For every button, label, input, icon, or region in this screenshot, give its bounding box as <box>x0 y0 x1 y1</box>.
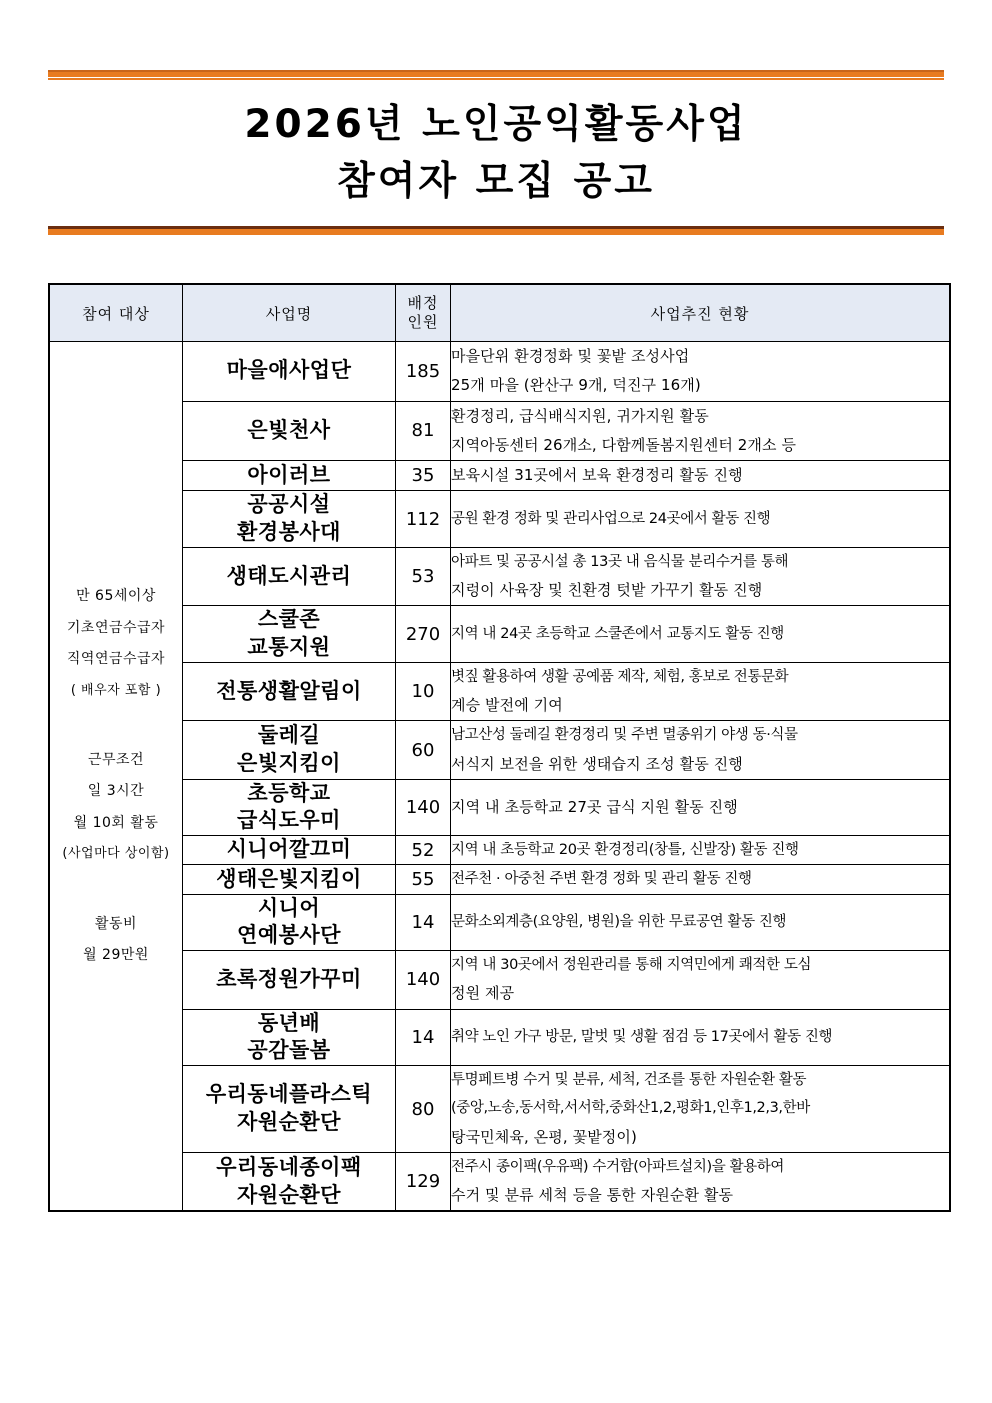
program-name-line: 우리동네플라스틱 <box>205 1082 373 1107</box>
status-description-line: 환경정리, 급식배식지원, 귀가지원 활동 <box>451 406 709 425</box>
status-description-cell <box>451 894 951 950</box>
program-name-line: 교통지원 <box>247 635 331 660</box>
quota-cell: 10 <box>396 662 451 721</box>
table-row <box>49 1009 950 1065</box>
status-description-line: 아파트 및 공공시설 총 13곳 내 음식물 분리수거를 통해 <box>451 553 789 570</box>
status-description-line: 투명페트병 수거 및 분류, 세척, 건조를 통한 자원순환 활동 <box>451 1072 807 1089</box>
target-line: ( 배우자 포함 ) <box>70 682 162 698</box>
program-name-line: 자원순환단 <box>237 1182 341 1207</box>
table-row <box>49 779 950 835</box>
column-header-quota-line2: 인원 <box>407 313 439 332</box>
status-description-cell <box>451 401 951 461</box>
program-name-line: 환경봉사대 <box>237 520 341 545</box>
program-name-line: 전통생활알림이 <box>216 678 362 703</box>
program-name-cell <box>183 1066 396 1153</box>
program-name-line: 시니어깔끄미 <box>226 837 352 862</box>
status-description-line: 전주시 종이팩(우유팩) 수거함(아파트설치)을 활용하여 <box>451 1158 785 1175</box>
program-name-cell <box>183 1152 396 1211</box>
page-title-line-2: 참여자 모집 공고 <box>337 158 655 204</box>
status-description-line: 문화소외계층(요양원, 병원)을 위한 무료공연 활동 진행 <box>451 914 787 931</box>
status-description-cell <box>451 606 951 662</box>
table-row <box>49 401 950 461</box>
program-name-cell <box>183 606 396 662</box>
table-row <box>49 491 950 547</box>
status-description-line: 지역 내 24곳 초등학교 스쿨존에서 교통지도 활동 진행 <box>451 625 784 642</box>
quota-cell: 185 <box>396 342 451 402</box>
program-name-cell <box>183 836 396 865</box>
status-description-cell <box>451 547 951 606</box>
status-description-cell <box>451 865 951 894</box>
target-line: 월 29만원 <box>83 947 149 963</box>
status-description-line: (중앙,노송,동서학,서서학,중화산1,2,평화1,인후1,2,3,한바 <box>451 1100 810 1117</box>
status-description-cell <box>451 721 951 780</box>
program-name-line: 자원순환단 <box>237 1110 341 1135</box>
program-name-cell <box>183 342 396 402</box>
status-description-line: 지역 내 초등학교 27곳 급식 지원 활동 진행 <box>451 797 738 816</box>
program-name-cell <box>183 779 396 835</box>
status-description-line: 계승 발전에 기여 <box>451 696 563 714</box>
table-row <box>49 1066 950 1153</box>
target-line: 월 10회 활동 <box>73 814 159 831</box>
column-header-quota <box>396 284 451 342</box>
table-row <box>49 1152 950 1211</box>
program-name-line: 은빛지킴이 <box>237 751 341 775</box>
status-description-line: 탕국민체육, 온평, 꽃밭정이) <box>451 1127 637 1146</box>
program-name-cell <box>183 662 396 721</box>
program-name-cell <box>183 894 396 950</box>
status-description-cell <box>451 342 951 402</box>
table-row <box>49 951 950 1010</box>
notice-table-wrap <box>48 283 944 1212</box>
program-name-line: 생태은빛지킴이 <box>216 866 362 891</box>
status-description-line: 전주천 · 아중천 주변 환경 정화 및 관리 활동 진행 <box>451 871 752 888</box>
program-name-cell <box>183 951 396 1010</box>
table-row <box>49 894 950 950</box>
quota-cell: 53 <box>396 547 451 606</box>
table-row <box>49 721 950 780</box>
status-description-line: 마을단위 환경정화 및 꽃밭 조성사업 <box>451 347 690 366</box>
status-description-cell <box>451 836 951 865</box>
status-description-cell <box>451 1009 951 1065</box>
program-name-line: 은빛천사 <box>247 417 331 442</box>
table-row <box>49 865 950 894</box>
program-name-line: 둘레길 <box>257 723 321 748</box>
status-description-cell <box>451 491 951 547</box>
quota-cell: 55 <box>396 865 451 894</box>
column-header-target: 참여 대상 <box>49 284 183 342</box>
table-body <box>49 342 950 1212</box>
table-row <box>49 461 950 491</box>
program-name-line: 아이러브 <box>247 462 331 487</box>
status-description-line: 지렁이 사육장 및 친환경 텃밭 가꾸기 활동 진행 <box>451 581 763 600</box>
status-description-line: 지역 내 30곳에서 정원관리를 통해 지역민에게 쾌적한 도심 <box>451 957 812 974</box>
program-name-line: 스쿨존 <box>257 607 321 632</box>
program-name-line: 우리동네종이팩 <box>216 1154 362 1179</box>
table-row <box>49 836 950 865</box>
program-name-line: 공공시설 <box>247 492 331 517</box>
program-name-cell <box>183 721 396 780</box>
program-name-cell <box>183 865 396 894</box>
status-description-line: 서식지 보전을 위한 생태습지 조성 활동 진행 <box>451 754 743 773</box>
status-description-cell <box>451 662 951 721</box>
table-header <box>49 284 950 342</box>
status-description-line: 25개 마을 (완산구 9개, 덕진구 16개) <box>451 376 701 395</box>
status-description-line: 취약 노인 가구 방문, 말벗 및 생활 점검 등 17곳에서 활동 진행 <box>451 1029 833 1046</box>
table-header-row <box>49 284 950 342</box>
column-header-status: 사업추진 현황 <box>451 284 951 342</box>
status-description-line: 정원 제공 <box>451 984 515 1003</box>
quota-cell: 112 <box>396 491 451 547</box>
status-description-cell <box>451 1066 951 1153</box>
target-group-1 <box>50 581 182 705</box>
table-row <box>49 547 950 606</box>
program-name-line: 공감돌봄 <box>247 1038 331 1063</box>
program-name-line: 초록정원가꾸미 <box>216 967 362 992</box>
quota-cell: 140 <box>396 951 451 1010</box>
quota-cell: 14 <box>396 894 451 950</box>
quota-cell: 14 <box>396 1009 451 1065</box>
target-line: 직역연금수급자 <box>66 651 166 667</box>
target-group-2 <box>50 745 182 869</box>
title-block <box>48 0 944 235</box>
program-name-cell <box>183 1009 396 1065</box>
table-row <box>49 606 950 662</box>
quota-cell: 81 <box>396 401 451 461</box>
status-description-line: 공원 환경 정화 및 관리사업으로 24곳에서 활동 진행 <box>451 510 771 527</box>
status-description-line: 남고산성 둘레길 환경정리 및 주변 멸종위기 야생 동·식물 <box>451 727 798 744</box>
status-description-line: 보육시설 31곳에서 보육 환경정리 활동 진행 <box>451 466 743 485</box>
quota-cell: 129 <box>396 1152 451 1211</box>
program-name-cell <box>183 461 396 491</box>
quota-cell: 140 <box>396 779 451 835</box>
status-description-line: 볏짚 활용하여 생활 공예품 제작, 체험, 홍보로 전통문화 <box>451 668 789 685</box>
program-name-line: 초등학교 <box>247 780 331 805</box>
target-line: 근무조건 <box>87 751 145 768</box>
quota-cell: 80 <box>396 1066 451 1153</box>
program-name-line: 마을애사업단 <box>226 358 352 383</box>
program-name-cell <box>183 401 396 461</box>
target-line: 일 3시간 <box>87 783 145 800</box>
page-title-line-1: 2026년 노인공익활동사업 <box>244 102 748 147</box>
status-description-cell <box>451 951 951 1010</box>
status-description-line: 지역 내 초등학교 20곳 환경정리(창틀, 신발장) 활동 진행 <box>451 842 799 859</box>
quota-cell: 270 <box>396 606 451 662</box>
program-name-cell <box>183 547 396 606</box>
table-row <box>49 662 950 721</box>
status-description-cell <box>451 1152 951 1211</box>
target-group-3 <box>50 909 182 972</box>
column-header-program: 사업명 <box>183 284 396 342</box>
status-description-line: 지역아동센터 26개소, 다함께돌봄지원센터 2개소 등 <box>451 435 797 454</box>
column-header-quota-line1: 배정 <box>407 294 439 313</box>
title-top-rule <box>48 70 944 79</box>
program-name-cell <box>183 491 396 547</box>
quota-cell: 60 <box>396 721 451 780</box>
title-bottom-rule <box>48 226 944 235</box>
notice-table <box>48 283 951 1212</box>
program-name-line: 연예봉사단 <box>237 923 341 948</box>
table-row <box>49 342 950 402</box>
target-line: (사업마다 상이함) <box>62 846 170 862</box>
participation-target-cell <box>49 342 183 1212</box>
program-name-line: 동년배 <box>257 1010 321 1035</box>
program-name-line: 시니어 <box>257 895 321 920</box>
page-title <box>48 79 944 220</box>
target-line: 만 65세이상 <box>76 588 156 604</box>
status-description-cell <box>451 779 951 835</box>
quota-cell: 35 <box>396 461 451 491</box>
status-description-cell <box>451 461 951 491</box>
target-line: 활동비 <box>94 915 138 932</box>
status-description-line: 수거 및 분류 세척 등을 통한 자원순환 활동 <box>451 1186 734 1205</box>
program-name-line: 급식도우미 <box>237 808 341 833</box>
quota-cell: 52 <box>396 836 451 865</box>
program-name-line: 생태도시관리 <box>226 563 352 588</box>
target-line: 기초연금수급자 <box>66 619 166 636</box>
